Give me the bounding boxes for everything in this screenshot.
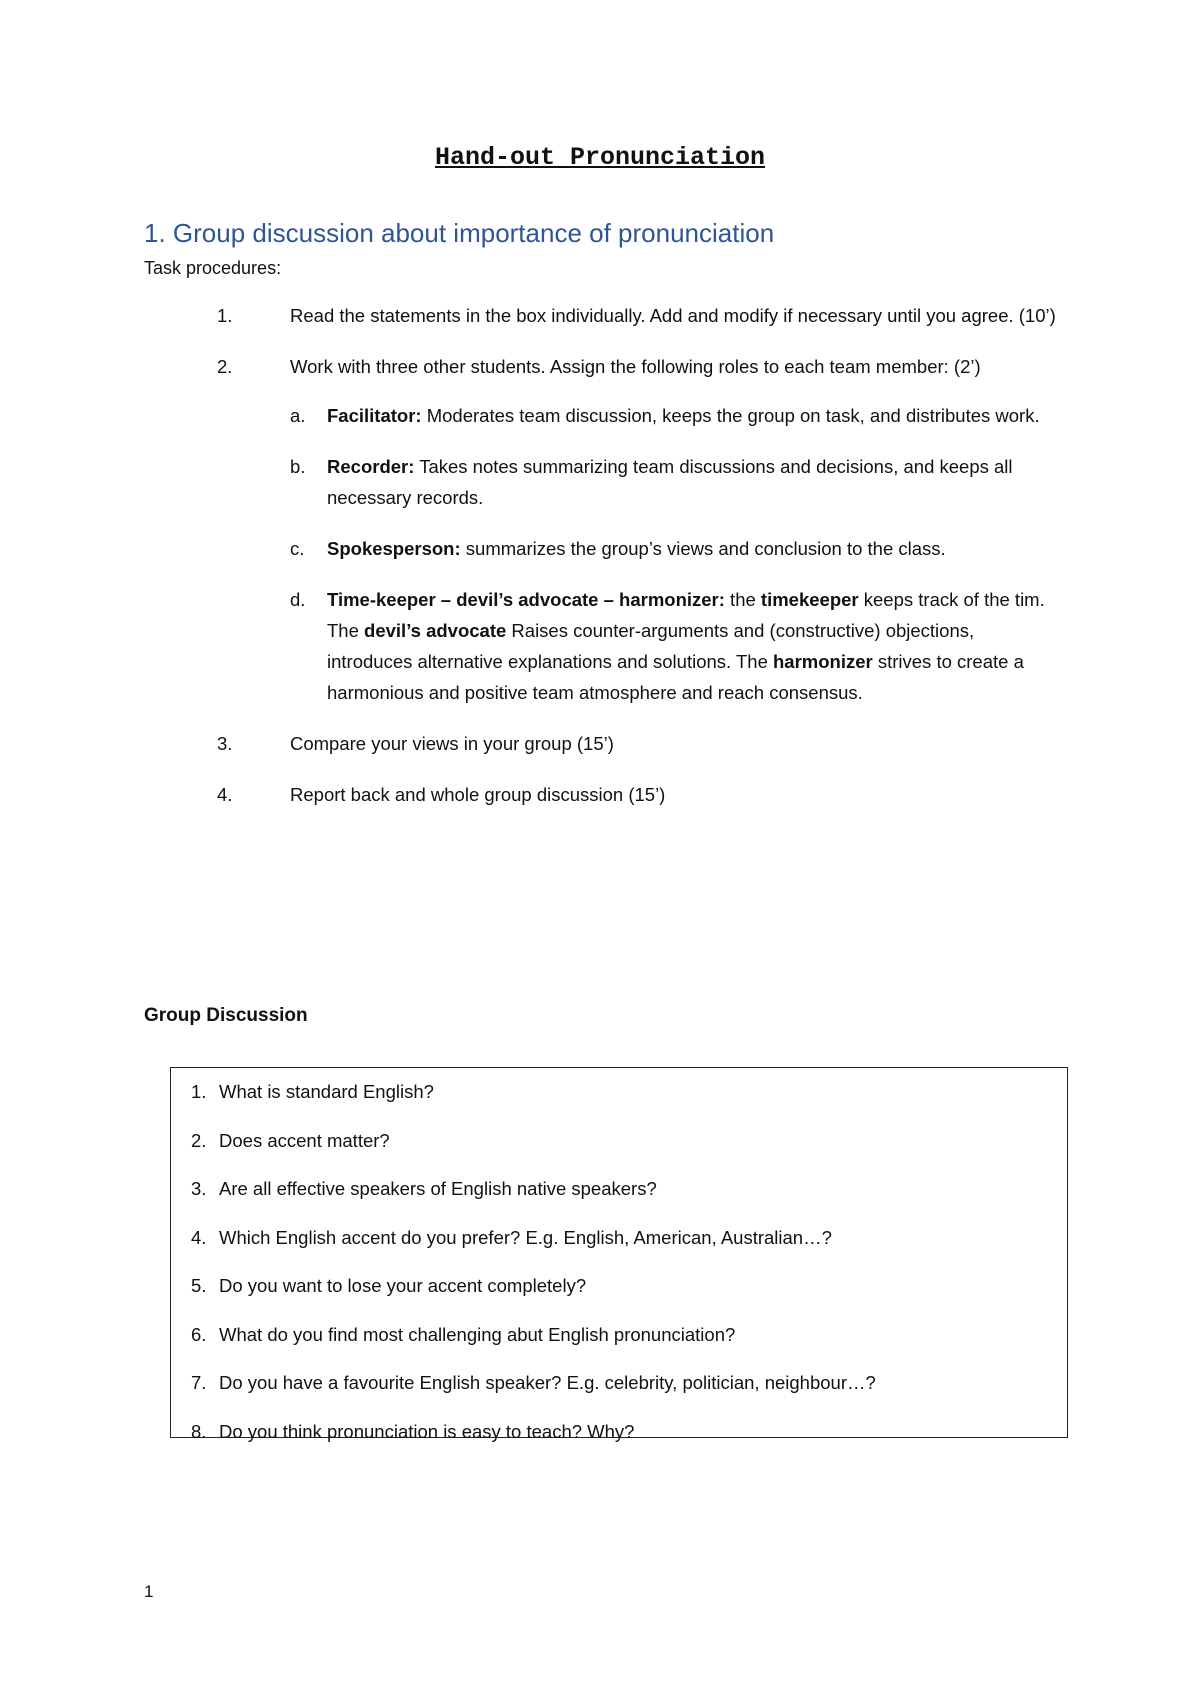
page-number: 1: [144, 1582, 154, 1601]
procedure-number: 3.: [217, 733, 233, 754]
question-item: [181, 1129, 1057, 1178]
section-heading: 1. Group discussion about importance of pronunciation: [144, 218, 775, 248]
role-name: Spokesperson:: [327, 538, 461, 559]
question-item: [181, 1371, 1057, 1420]
role-item-facilitator: [290, 400, 1064, 431]
question-list: [181, 1080, 1057, 1468]
role-description: the: [724, 589, 761, 610]
question-text: Do you want to lose your accent completely?: [219, 1275, 587, 1296]
role-name: Recorder:: [327, 456, 415, 477]
question-number: 7.: [191, 1372, 207, 1393]
role-name: Time-keeper – devil’s advocate – harmonizer:: [327, 589, 725, 610]
procedure-text: Report back and whole group discussion (15’): [290, 784, 666, 805]
role-letter: c.: [290, 538, 305, 559]
question-number: 2.: [191, 1129, 207, 1151]
role-item-spokesperson: [290, 533, 1064, 564]
group-discussion-heading: Group Discussion: [144, 1005, 308, 1026]
role-term: devil’s advocate: [364, 620, 507, 641]
question-number: 1.: [191, 1081, 207, 1102]
question-text: What is standard English?: [219, 1081, 434, 1102]
role-letter: a.: [290, 405, 306, 426]
role-description: Raises counter-arguments and (constructive) objections, introduces alternative explanations and solutions. The: [327, 620, 975, 672]
procedure-item: [144, 779, 1064, 810]
procedure-item: [144, 728, 1064, 759]
question-item: [181, 1080, 1057, 1129]
procedure-text: Work with three other students. Assign the following roles to each team member: (2’): [290, 356, 981, 377]
role-list: [290, 400, 1064, 708]
procedure-text: Compare your views in your group (15’): [290, 733, 614, 754]
question-number: 5.: [191, 1275, 207, 1296]
role-description: strives to create a harmonious and positive team atmosphere and reach consensus.: [327, 651, 1024, 703]
procedure-text: Read the statements in the box individually. Add and modify if necessary until you agree. (10’): [290, 305, 1056, 326]
question-number: 3.: [191, 1178, 207, 1199]
procedure-number: 2.: [217, 356, 233, 377]
question-text: Are all effective speakers of English native speakers?: [219, 1178, 657, 1199]
question-number: 4.: [191, 1226, 207, 1248]
question-text: Do you think pronunciation is easy to teach? Why?: [219, 1420, 635, 1442]
question-text: Do you have a favourite English speaker? E.g. celebrity, politician, neighbour…?: [219, 1372, 876, 1393]
document-title: Hand-out Pronunciation: [434, 143, 766, 172]
question-item: [181, 1226, 1057, 1275]
role-letter: b.: [290, 456, 306, 477]
procedure-list: [144, 300, 1064, 830]
role-term: timekeeper: [760, 589, 859, 610]
role-description: summarizes the group’s views and conclusion to the class.: [460, 538, 946, 559]
question-number: 8.: [191, 1420, 207, 1442]
role-letter: d.: [290, 589, 306, 610]
role-name: Facilitator:: [327, 405, 422, 426]
role-item-timekeeper: [290, 584, 1064, 708]
question-box: [170, 1067, 1068, 1442]
question-number: 6.: [191, 1323, 207, 1345]
question-text: Which English accent do you prefer? E.g. English, American, Australian…?: [219, 1226, 832, 1248]
procedure-item: [144, 351, 1064, 708]
task-procedures-label: Task procedures:: [144, 258, 282, 278]
question-item: [181, 1274, 1057, 1323]
procedure-number: 1.: [217, 305, 233, 326]
question-item: [181, 1323, 1057, 1372]
role-description: Takes notes summarizing team discussions and decisions, and keeps all necessary records.: [327, 456, 1013, 508]
question-text: Does accent matter?: [219, 1129, 390, 1151]
question-text: What do you find most challenging abut English pronunciation?: [219, 1323, 736, 1345]
role-term: harmonizer: [773, 651, 873, 672]
procedure-number: 4.: [217, 784, 233, 805]
question-item: [181, 1420, 1057, 1469]
role-description: keeps track of the tim. The: [327, 589, 1045, 641]
role-item-recorder: [290, 451, 1064, 513]
role-description: Moderates team discussion, keeps the group on task, and distributes work.: [421, 405, 1040, 426]
question-item: [181, 1177, 1057, 1226]
procedure-item: [144, 300, 1064, 331]
